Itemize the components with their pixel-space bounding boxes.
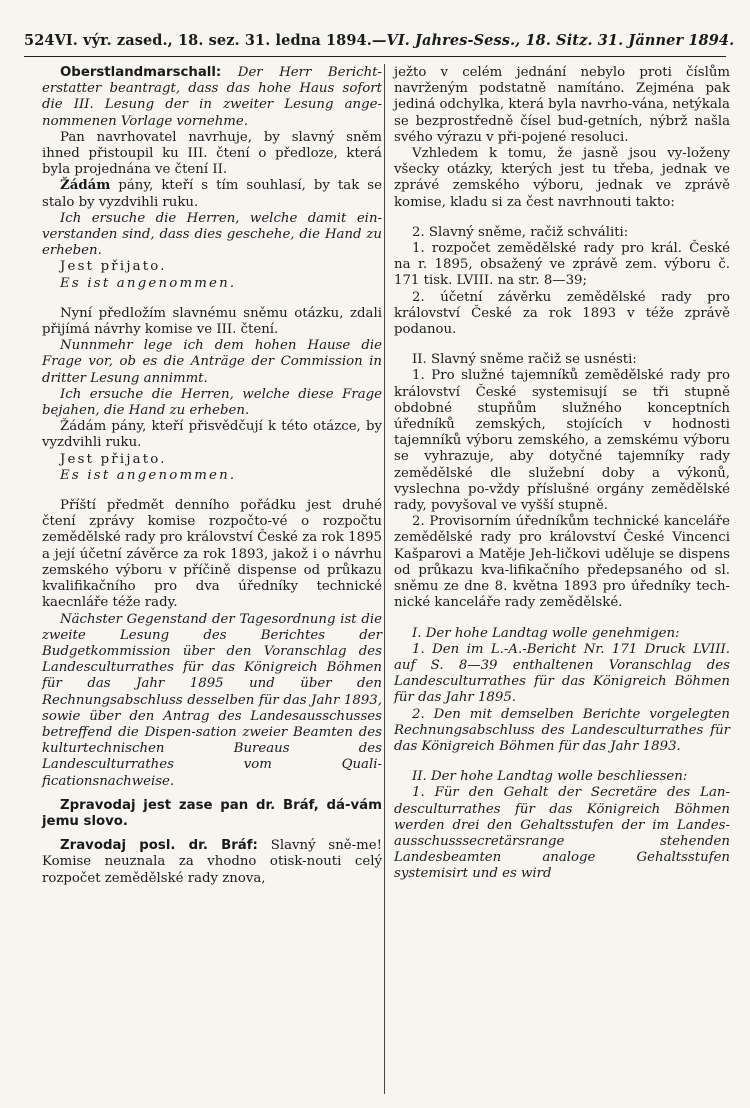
paragraph: Ich ersuche die Herren, welche diese Frage bejahen, die Hand zu erheben. <box>42 386 382 419</box>
paragraph: Vzhledem k tomu, že jasně jsou vy-loženy všecky otázky, kterých jest tu třeba, jednak ve zprávé zemského výboru, jednak ve zprávě komise, kladu si za čest navrhnouti takto: <box>394 146 730 210</box>
emphasis: Žádám <box>60 178 111 194</box>
paragraph <box>42 65 382 130</box>
speaker-name: Zravodaj posl. dr. Bráf: <box>60 838 258 854</box>
paragraph: Žádám pány, kteří přisvědčují k této otázce, by vyzdvihli ruku. <box>42 419 382 451</box>
column-separator <box>384 64 385 1094</box>
paragraph-text: pány, kteří s tím souhlasí, by tak se stalo by vyzdvihli ruku. <box>42 178 382 210</box>
paragraph: 2. účetní závěrku zemědělské rady pro království České za rok 1893 v téže zprávě podanou. <box>394 289 730 338</box>
paragraph: 1. Pro služné tajemníků zemědělské rady pro království České systemisují se tři stupně obdobné stupňům služného konceptních úředníků zemských, stojících v hodnosti tajemníků výboru zemského, a zemskému výboru se vyhrazuje, aby dotyčné tajemníky rady zemědělské dle služební doby a výkonů, vyslechna po-vždy příslušné orgány zemědělské rady, povyšoval ve vyšší stupně. <box>394 368 730 514</box>
header-rule <box>24 56 726 57</box>
result-line: Jest přijato. <box>60 259 167 275</box>
paragraph: Nunnmehr lege ich dem hohen Hause die Frage vor, ob es die Anträge der Commission in dritter Lesung annimmt. <box>42 338 382 386</box>
paragraph: Nyní předložím slavnému sněmu otázku, zdali přijímá návrhy komise ve III. čtení. <box>42 305 382 338</box>
page-header <box>24 32 735 49</box>
paragraph: 1. Für den Gehalt der Secretäre des Lan-desculturrathes für das Königreich Böhmen werden drei den Gehaltsstufen der im Landes-ausschusssecretärsrange stehenden Landesbeamten analoge Gehaltsstufen systemisirt und es wird <box>394 785 730 882</box>
paragraph: Pan navrhovatel navrhuje, by slavný sněm ihned přistoupil ku III. čtení o předloze, která byla projednána ve čtení II. <box>42 129 382 178</box>
paragraph-text: Slavný sně-me! Komise neuznala za vhodno otisk-nouti celý rozpočet zemědělské rady znova, <box>42 838 382 886</box>
paragraph: Příští předmět denního pořádku jest druhé čtení zprávy komise rozpočto-vé o rozpočtu zemědělské rady pro království České za rok 1895 a její účetní závěrce za rok 1893, jakož i o návrhu zemského výboru v příčině dispense od průkazu kvalifikačního pro dva úředníky technické kaecnláře téže rady. <box>42 498 382 611</box>
result-line: Jest přijato. <box>60 451 167 467</box>
paragraph: 1. Den im L.-A.-Bericht Nr. 171 Druck LVIII. auf S. 8—39 enthaltenen Voranschlag des Landesculturrathes für das Königreich Böhmen für das Jahr 1895. <box>394 641 730 706</box>
paragraph <box>42 838 382 887</box>
paragraph <box>42 178 382 210</box>
paragraph: II. Slavný sněme račiž se usnésti: <box>412 352 637 368</box>
paragraph: Nächster Gegenstand der Tagesordnung ist die zweite Lesung des Berichtes der Budgetkommission über den Voranschlag des Landesculturrathes für das Königreich Böhmen für das Jahr 1895 und über den Rechnungsabschluss desselben für das Jahr 1893, sowie über den Antrag des Landesausschusses betreffend die Dispen-sation zweier Beamten des kulturtechnischen Bureaus des Landesculturrathes vom Quali-ficationsnachweise. <box>42 611 382 789</box>
result-line: Es ist angenommen. <box>60 467 237 483</box>
speaker-name: Oberstlandmarschall: <box>60 65 222 80</box>
right-column <box>394 65 730 883</box>
paragraph: Zpravodaj jest zase pan dr. Bráf, dá-vám jemu slovo. <box>42 797 382 829</box>
page-number: 524 <box>24 32 55 49</box>
left-column <box>42 65 382 887</box>
header-czech-title: VI. výr. zased., 18. sez. 31. ledna 1894. <box>54 32 372 49</box>
paragraph: 2. Provisorním úředníkům technické kanceláře zemědělské rady pro království České Vincenci Kašparovi a Matěje Jeh-ličkovi uděluje se dispens od průkazu kva-lifikačního předepsaného od sl. sněmu ze dne 8. května 1893 pro úředníky tech-nické kanceláře rady zemědělské. <box>394 514 730 611</box>
paragraph: ježto v celém jednání nebylo proti číslům navrženým podstatně namítáno. Zejména pak jediná odchylka, která byla navrho-vána, netýkala se bezprostředně čísel bud-getních, nýbrž našla svého výrazu v při-pojené resoluci. <box>394 65 730 145</box>
paragraph: 2. Den mit demselben Berichte vorgelegten Rechnungsabschluss des Landesculturrathes für das Königreich Böhmen für das Jahr 1893. <box>394 706 730 754</box>
paragraph: II. Der hohe Landtag wolle beschliessen: <box>412 769 688 785</box>
result-line: Es ist angenommen. <box>60 275 237 291</box>
paragraph: 1. rozpočet zemědělské rady pro král. České na r. 1895, obsažený ve zprávě zem. výboru č. 171 tisk. LVIII. na str. 8—39; <box>394 241 730 289</box>
header-german-title: VI. Jahres-Sess., 18. Sitz. 31. Jänner 1894. <box>386 32 735 49</box>
header-dash: — <box>371 32 387 49</box>
paragraph: Ich ersuche die Herren, welche damit ein-verstanden sind, dass dies geschehe, die Hand zu erheben. <box>42 210 382 259</box>
paragraph: I. Der hohe Landtag wolle genehmigen: <box>412 625 680 641</box>
paragraph: 2. Slavný sněme, račiž schváliti: <box>412 224 629 240</box>
paragraph-text: Der Herr Bericht-erstatter beantragt, dass das hohe Haus sofort die III. Lesung der in zweiter Lesung ange-nommenen Vorlage vornehme. <box>42 65 382 129</box>
